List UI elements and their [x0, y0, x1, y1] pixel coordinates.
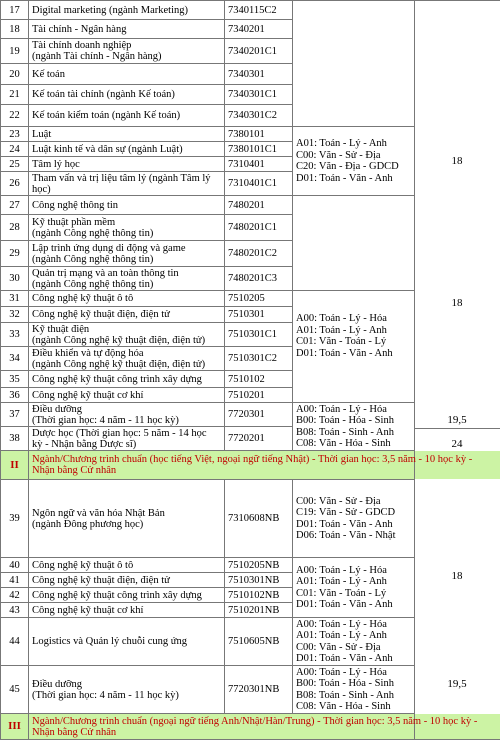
- section-number: III: [1, 714, 29, 740]
- program-code: 7510301C2: [225, 347, 293, 371]
- program-name: Công nghệ kỹ thuật cơ khí: [29, 388, 225, 403]
- program-code: 7510102: [225, 371, 293, 388]
- program-name: Công nghệ thông tin: [29, 196, 225, 215]
- subject-combinations: A00: Toán - Lý - Hóa A01: Toán - Lý - Anh C01: Văn - Toán - Lý D01: Toán - Văn - Anh: [293, 291, 415, 403]
- subject-combinations: A00: Toán - Lý - Hóa A01: Toán - Lý - Anh C01: Văn - Toán - Lý D01: Toán - Văn - Anh: [293, 558, 415, 618]
- program-code: 7510301C1: [225, 323, 293, 347]
- program-name: Công nghệ kỹ thuật ô tô: [29, 291, 225, 307]
- program-code: 7510301NB: [225, 573, 293, 588]
- row-number: 23: [1, 127, 29, 142]
- program-code: 7510605NB: [225, 618, 293, 666]
- program-name: Tham vấn và trị liệu tâm lý (ngành Tâm lý học): [29, 172, 225, 196]
- program-name: Kỹ thuật điện (ngành Công nghệ kỹ thuật điện, điện tử): [29, 323, 225, 347]
- combo-cell-empty: [293, 1, 415, 127]
- program-name: Quản trị mạng và an toàn thông tin (ngành Công nghệ thông tin): [29, 267, 225, 291]
- program-name: Tài chính doanh nghiệp (ngành Tài chính - Ngân hàng): [29, 39, 225, 64]
- row-number: 25: [1, 157, 29, 172]
- section-header: [1, 451, 500, 480]
- score-divider: [414, 428, 500, 429]
- program-code: 7480201C1: [225, 215, 293, 241]
- benchmark-score: 19,5: [414, 414, 500, 426]
- program-name: Luật: [29, 127, 225, 142]
- row-number: 20: [1, 64, 29, 85]
- row-number: 31: [1, 291, 29, 307]
- program-name: Điều khiển và tự động hóa (ngành Công nghệ kỹ thuật điện, điện tử): [29, 347, 225, 371]
- row-number: 39: [1, 480, 29, 558]
- program-name: Công nghệ kỹ thuật công trình xây dựng: [29, 588, 225, 603]
- section-title: Ngành/Chương trình chuẩn (học tiếng Việt, ngoại ngữ tiếng Nhật) - Thời gian học: 3,5 năm - 10 học kỳ - Nhận bằng Cử nhân: [29, 451, 500, 480]
- row-number: 27: [1, 196, 29, 215]
- program-name: Kế toán: [29, 64, 225, 85]
- row-number: 17: [1, 1, 29, 20]
- row-number: 37: [1, 403, 29, 427]
- subject-combinations: A00: Toán - Lý - Hóa A01: Toán - Lý - Anh C00: Văn - Sử - Địa D01: Toán - Văn - Anh: [293, 618, 415, 666]
- program-name: Công nghệ kỹ thuật điện, điện tử: [29, 573, 225, 588]
- score-cell-empty: [415, 1, 500, 740]
- program-code: 7380101: [225, 127, 293, 142]
- program-code: 7310401C1: [225, 172, 293, 196]
- combo-cell-empty: [293, 196, 415, 291]
- program-name: Digital marketing (ngành Marketing): [29, 1, 225, 20]
- program-code: 7340301: [225, 64, 293, 85]
- row-number: 32: [1, 307, 29, 323]
- row-number: 28: [1, 215, 29, 241]
- benchmark-score: 18: [414, 570, 500, 582]
- program-name: Kế toán tài chính (ngành Kế toán): [29, 85, 225, 105]
- program-name: Điều dưỡng (Thời gian học: 4 năm - 11 học kỳ): [29, 666, 225, 714]
- program-code: 7340201: [225, 20, 293, 39]
- benchmark-score: 19,5: [414, 678, 500, 690]
- program-code: 7510102NB: [225, 588, 293, 603]
- subject-combinations: A00: Toán - Lý - Hóa B00: Toán - Hóa - Sinh B08: Toán - Sinh - Anh C08: Văn - Hóa - Sinh: [293, 403, 415, 451]
- program-name: Logistics và Quản lý chuỗi cung ứng: [29, 618, 225, 666]
- program-code: 7510301: [225, 307, 293, 323]
- program-code: 7510201: [225, 388, 293, 403]
- benchmark-score: 18: [414, 155, 500, 167]
- section-header: [1, 714, 500, 740]
- row-number: 45: [1, 666, 29, 714]
- row-number: 18: [1, 20, 29, 39]
- program-name: Công nghệ kỹ thuật cơ khí: [29, 603, 225, 618]
- row-number: 30: [1, 267, 29, 291]
- program-code: 7340301C2: [225, 105, 293, 127]
- subject-combinations: C00: Văn - Sử - Địa C19: Văn - Sử - GDCD D01: Toán - Văn - Anh D06: Toán - Văn - Nhật: [293, 480, 415, 558]
- program-name: Điều dưỡng (Thời gian học: 4 năm - 11 học kỳ): [29, 403, 225, 427]
- program-code: 7720301NB: [225, 666, 293, 714]
- section-number: II: [1, 451, 29, 480]
- row-number: 33: [1, 323, 29, 347]
- row-number: 38: [1, 427, 29, 451]
- row-number: 19: [1, 39, 29, 64]
- program-name: Công nghệ kỹ thuật công trình xây dựng: [29, 371, 225, 388]
- section-title: Ngành/Chương trình chuẩn (ngoại ngữ tiếng Anh/Nhật/Hàn/Trung) - Thời gian học: 3,5 năm - 10 học kỳ - Nhận bằng Cử nhân: [29, 714, 500, 740]
- program-name: Lập trình ứng dụng di động và game (ngành Công nghệ thông tin): [29, 241, 225, 267]
- row-number: 43: [1, 603, 29, 618]
- program-code: 7480201C2: [225, 241, 293, 267]
- program-name: Kế toán kiểm toán (ngành Kế toán): [29, 105, 225, 127]
- program-name: Công nghệ kỹ thuật ô tô: [29, 558, 225, 573]
- row-number: 26: [1, 172, 29, 196]
- row-number: 29: [1, 241, 29, 267]
- program-code: 7340201C1: [225, 39, 293, 64]
- row-number: 41: [1, 573, 29, 588]
- row-number: 35: [1, 371, 29, 388]
- program-code: 7510201NB: [225, 603, 293, 618]
- subject-combinations: A00: Toán - Lý - Hóa B00: Toán - Hóa - Sinh B08: Toán - Sinh - Anh C08: Văn - Hóa - Sinh: [293, 666, 415, 714]
- program-code: 7340301C1: [225, 85, 293, 105]
- program-name: Công nghệ kỹ thuật điện, điện tử: [29, 307, 225, 323]
- program-code: 7380101C1: [225, 142, 293, 157]
- subject-combinations: A01: Toán - Lý - Anh C00: Văn - Sử - Địa C20: Văn - Địa - GDCD D01: Toán - Văn - Anh: [293, 127, 415, 196]
- row-number: 36: [1, 388, 29, 403]
- row-number: 42: [1, 588, 29, 603]
- row-number: 34: [1, 347, 29, 371]
- program-code: 7310608NB: [225, 480, 293, 558]
- program-code: 7480201: [225, 196, 293, 215]
- row-number: 21: [1, 85, 29, 105]
- table-row: [1, 1, 500, 20]
- program-name: Tài chính - Ngân hàng: [29, 20, 225, 39]
- program-name: Dược học (Thời gian học: 5 năm - 14 học kỳ - Nhận bằng Dược sĩ): [29, 427, 225, 451]
- program-code: 7310401: [225, 157, 293, 172]
- program-name: Tâm lý học: [29, 157, 225, 172]
- program-name: Ngôn ngữ và văn hóa Nhật Bản (ngành Đông phương học): [29, 480, 225, 558]
- program-code: 7510205NB: [225, 558, 293, 573]
- benchmark-score: 24: [414, 438, 500, 450]
- program-code: 7720301: [225, 403, 293, 427]
- row-number: 44: [1, 618, 29, 666]
- program-name: Kỹ thuật phần mềm (ngành Công nghệ thông tin): [29, 215, 225, 241]
- program-code: 7480201C3: [225, 267, 293, 291]
- row-number: 40: [1, 558, 29, 573]
- benchmark-score: 18: [414, 297, 500, 309]
- program-code: 7340115C2: [225, 1, 293, 20]
- program-code: 7510205: [225, 291, 293, 307]
- program-code: 7720201: [225, 427, 293, 451]
- program-name: Luật kinh tế và dân sự (ngành Luật): [29, 142, 225, 157]
- row-number: 24: [1, 142, 29, 157]
- row-number: 22: [1, 105, 29, 127]
